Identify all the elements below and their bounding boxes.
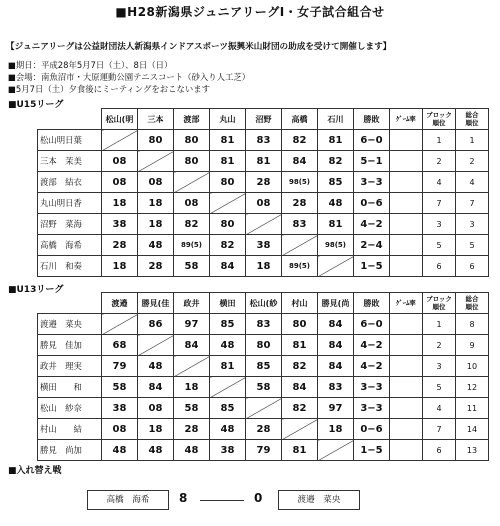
column-header: 丸山 xyxy=(210,109,246,130)
self-match-cell xyxy=(174,356,210,377)
score-cell: 84 xyxy=(318,335,354,356)
score-cell: 81 xyxy=(282,440,318,461)
score-cell: 18 xyxy=(138,419,174,440)
score-cell: 18 xyxy=(174,377,210,398)
table-row xyxy=(38,256,489,277)
score-cell: 82 xyxy=(210,235,246,256)
column-header: 高橋 xyxy=(282,109,318,130)
column-header: ｹﾞｰﾑ率 xyxy=(390,109,423,130)
table-row xyxy=(38,377,489,398)
swap-right-score: 0 xyxy=(254,491,263,505)
overall-rank-cell: 8 xyxy=(456,314,489,335)
info-venue: ■会場：南魚沼市・大原運動公園テニスコート（砂入り人工芝） xyxy=(8,72,251,82)
score-cell: 89(5) xyxy=(174,235,210,256)
score-cell: 80 xyxy=(246,335,282,356)
overall-rank-cell: 1 xyxy=(456,130,489,151)
record-cell: 4−2 xyxy=(354,356,390,377)
overall-rank-cell: 3 xyxy=(456,214,489,235)
score-cell: 84 xyxy=(318,314,354,335)
table-row xyxy=(38,214,489,235)
block-rank-cell: 4 xyxy=(423,172,456,193)
score-cell: 82 xyxy=(174,214,210,235)
score-cell: 82 xyxy=(282,398,318,419)
score-cell: 28 xyxy=(102,235,138,256)
score-cell: 84 xyxy=(174,335,210,356)
column-header: 横田 xyxy=(210,293,246,314)
column-header: 松山(紗 xyxy=(246,293,282,314)
score-cell: 18 xyxy=(138,214,174,235)
score-cell: 28 xyxy=(246,419,282,440)
block-rank-cell: 7 xyxy=(423,419,456,440)
score-cell: 48 xyxy=(210,335,246,356)
score-cell: 81 xyxy=(210,356,246,377)
score-cell: 98(5) xyxy=(318,235,354,256)
swap-right-player: 渡邉 菜央 xyxy=(278,490,360,510)
overall-rank-cell: 9 xyxy=(456,335,489,356)
swap-dash xyxy=(200,500,244,501)
score-cell: 81 xyxy=(210,130,246,151)
score-cell: 84 xyxy=(282,377,318,398)
game-rate-cell xyxy=(390,193,423,214)
header-row xyxy=(38,293,489,314)
table-row xyxy=(38,356,489,377)
u13-league-table xyxy=(37,292,489,461)
score-cell: 48 xyxy=(138,356,174,377)
score-cell: 81 xyxy=(246,151,282,172)
score-cell: 18 xyxy=(102,256,138,277)
player-name: 三本 茉美 xyxy=(38,151,102,172)
table-row xyxy=(38,193,489,214)
score-cell: 80 xyxy=(282,314,318,335)
column-header: 勝敗 xyxy=(354,293,390,314)
player-name: 沼野 菜海 xyxy=(38,214,102,235)
score-cell: 84 xyxy=(318,356,354,377)
overall-rank-cell: 13 xyxy=(456,440,489,461)
game-rate-cell xyxy=(390,151,423,172)
table-row xyxy=(38,419,489,440)
self-match-cell xyxy=(102,130,138,151)
score-cell: 80 xyxy=(210,172,246,193)
record-cell: 4−2 xyxy=(354,214,390,235)
column-header: ブロック 順位 xyxy=(423,109,456,130)
column-header: 勝見(佳 xyxy=(138,293,174,314)
record-cell: 3−3 xyxy=(354,398,390,419)
column-header: 渡邉 xyxy=(102,293,138,314)
record-cell: 1−5 xyxy=(354,256,390,277)
record-cell: 3−3 xyxy=(354,172,390,193)
score-cell: 48 xyxy=(138,235,174,256)
overall-rank-cell: 7 xyxy=(456,193,489,214)
column-header: 勝見(尚 xyxy=(318,293,354,314)
score-cell: 08 xyxy=(102,419,138,440)
record-cell: 5−1 xyxy=(354,151,390,172)
player-name: 石川 和奏 xyxy=(38,256,102,277)
column-header: ｹﾞｰﾑ率 xyxy=(390,293,423,314)
info-meeting: ■5月7日（土）夕食後にミーティングをおこないます xyxy=(8,84,210,94)
game-rate-cell xyxy=(390,130,423,151)
player-name: 勝見 尚加 xyxy=(38,440,102,461)
game-rate-cell xyxy=(390,440,423,461)
score-cell: 48 xyxy=(210,419,246,440)
score-cell: 83 xyxy=(246,314,282,335)
player-name: 勝見 佳加 xyxy=(38,335,102,356)
player-name: 村山 結 xyxy=(38,419,102,440)
game-rate-cell xyxy=(390,214,423,235)
overall-rank-cell: 5 xyxy=(456,235,489,256)
table-row xyxy=(38,151,489,172)
score-cell: 83 xyxy=(318,377,354,398)
table-row xyxy=(38,130,489,151)
table-row xyxy=(38,314,489,335)
score-cell: 85 xyxy=(318,172,354,193)
score-cell: 28 xyxy=(138,256,174,277)
score-cell: 97 xyxy=(318,398,354,419)
game-rate-cell xyxy=(390,235,423,256)
overall-rank-cell: 14 xyxy=(456,419,489,440)
column-header: 三本 xyxy=(138,109,174,130)
game-rate-cell xyxy=(390,356,423,377)
player-name: 松山明日葉 xyxy=(38,130,102,151)
record-cell: 0−6 xyxy=(354,419,390,440)
self-match-cell xyxy=(210,377,246,398)
player-name: 丸山明日香 xyxy=(38,193,102,214)
score-cell: 38 xyxy=(210,440,246,461)
score-cell: 82 xyxy=(282,356,318,377)
score-cell: 18 xyxy=(102,193,138,214)
score-cell: 80 xyxy=(174,130,210,151)
u13-league-label: ■U13リーグ xyxy=(8,285,64,295)
self-match-cell xyxy=(282,419,318,440)
game-rate-cell xyxy=(390,377,423,398)
table-row xyxy=(38,398,489,419)
score-cell: 08 xyxy=(138,398,174,419)
swap-left-score: 8 xyxy=(179,491,188,505)
score-cell: 83 xyxy=(246,130,282,151)
header-row xyxy=(38,109,489,130)
u15-league-table xyxy=(37,108,489,277)
score-cell: 81 xyxy=(282,335,318,356)
score-cell: 38 xyxy=(246,235,282,256)
score-cell: 80 xyxy=(138,130,174,151)
record-cell: 0−6 xyxy=(354,193,390,214)
column-header: 沼野 xyxy=(246,109,282,130)
overall-rank-cell: 2 xyxy=(456,151,489,172)
table-row xyxy=(38,335,489,356)
score-cell: 48 xyxy=(138,440,174,461)
score-cell: 84 xyxy=(282,151,318,172)
player-name: 政井 理実 xyxy=(38,356,102,377)
self-match-cell xyxy=(210,193,246,214)
self-match-cell xyxy=(102,314,138,335)
block-rank-cell: 2 xyxy=(423,335,456,356)
record-cell: 6−0 xyxy=(354,130,390,151)
overall-rank-cell: 6 xyxy=(456,256,489,277)
block-rank-cell: 6 xyxy=(423,256,456,277)
page-title: ■H28新潟県ジュニアリーグⅠ・女子試合組合せ xyxy=(115,5,385,19)
score-cell: 28 xyxy=(246,172,282,193)
score-cell: 81 xyxy=(318,130,354,151)
score-cell: 85 xyxy=(246,356,282,377)
block-rank-cell: 5 xyxy=(423,235,456,256)
score-cell: 97 xyxy=(174,314,210,335)
column-header: 村山 xyxy=(282,293,318,314)
info-date: ■期日：平成28年5月7日（土）、8日（日） xyxy=(8,60,173,70)
score-cell: 48 xyxy=(318,193,354,214)
block-rank-cell: 7 xyxy=(423,193,456,214)
score-cell: 48 xyxy=(174,440,210,461)
player-name: 高橋 海希 xyxy=(38,235,102,256)
column-header: ブロック 順位 xyxy=(423,293,456,314)
self-match-cell xyxy=(246,398,282,419)
game-rate-cell xyxy=(390,172,423,193)
corner-cell xyxy=(38,293,102,314)
column-header: 松山(明 xyxy=(102,109,138,130)
record-cell: 1−5 xyxy=(354,440,390,461)
score-cell: 86 xyxy=(138,314,174,335)
self-match-cell xyxy=(174,172,210,193)
block-rank-cell: 4 xyxy=(423,398,456,419)
score-cell: 28 xyxy=(282,193,318,214)
swap-left-player: 高橋 海希 xyxy=(87,490,169,510)
player-name: 横田 和 xyxy=(38,377,102,398)
score-cell: 85 xyxy=(210,314,246,335)
score-cell: 85 xyxy=(210,398,246,419)
self-match-cell xyxy=(138,335,174,356)
score-cell: 08 xyxy=(138,172,174,193)
player-name: 渡部 結衣 xyxy=(38,172,102,193)
u15-league-label: ■U15リーグ xyxy=(8,100,64,110)
table-row xyxy=(38,235,489,256)
column-header: 渡部 xyxy=(174,109,210,130)
score-cell: 58 xyxy=(102,377,138,398)
block-rank-cell: 1 xyxy=(423,130,456,151)
overall-rank-cell: 12 xyxy=(456,377,489,398)
self-match-cell xyxy=(246,214,282,235)
game-rate-cell xyxy=(390,314,423,335)
score-cell: 58 xyxy=(174,256,210,277)
overall-rank-cell: 10 xyxy=(456,356,489,377)
score-cell: 82 xyxy=(318,151,354,172)
self-match-cell xyxy=(282,235,318,256)
score-cell: 79 xyxy=(246,440,282,461)
block-rank-cell: 6 xyxy=(423,440,456,461)
score-cell: 58 xyxy=(174,398,210,419)
score-cell: 08 xyxy=(102,151,138,172)
score-cell: 38 xyxy=(102,214,138,235)
score-cell: 81 xyxy=(318,214,354,235)
score-cell: 48 xyxy=(102,440,138,461)
column-header: 政井 xyxy=(174,293,210,314)
block-rank-cell: 3 xyxy=(423,214,456,235)
table-row xyxy=(38,440,489,461)
score-cell: 18 xyxy=(246,256,282,277)
table-row xyxy=(38,172,489,193)
column-header: 勝敗 xyxy=(354,109,390,130)
score-cell: 83 xyxy=(282,214,318,235)
game-rate-cell xyxy=(390,398,423,419)
score-cell: 89(5) xyxy=(282,256,318,277)
score-cell: 84 xyxy=(138,377,174,398)
score-cell: 38 xyxy=(102,398,138,419)
player-name: 渡邉 菜央 xyxy=(38,314,102,335)
game-rate-cell xyxy=(390,419,423,440)
record-cell: 3−3 xyxy=(354,377,390,398)
column-header: 総合 順位 xyxy=(456,109,489,130)
column-header: 総合 順位 xyxy=(456,293,489,314)
block-rank-cell: 5 xyxy=(423,377,456,398)
score-cell: 80 xyxy=(210,214,246,235)
swap-match-label: ■入れ替え戦 xyxy=(8,466,62,476)
score-cell: 81 xyxy=(210,151,246,172)
game-rate-cell xyxy=(390,256,423,277)
score-cell: 68 xyxy=(102,335,138,356)
self-match-cell xyxy=(318,256,354,277)
score-cell: 79 xyxy=(102,356,138,377)
score-cell: 84 xyxy=(210,256,246,277)
score-cell: 58 xyxy=(246,377,282,398)
score-cell: 18 xyxy=(318,419,354,440)
self-match-cell xyxy=(318,440,354,461)
score-cell: 28 xyxy=(174,419,210,440)
score-cell: 18 xyxy=(138,193,174,214)
sponsor-note: 【ジュニアリーグは公益財団法人新潟県インドアスポーツ振興米山財団の助成を受けて開催します】 xyxy=(6,42,392,52)
self-match-cell xyxy=(138,151,174,172)
game-rate-cell xyxy=(390,335,423,356)
score-cell: 98(5) xyxy=(282,172,318,193)
score-cell: 08 xyxy=(246,193,282,214)
player-name: 松山 紗奈 xyxy=(38,398,102,419)
corner-cell xyxy=(38,109,102,130)
block-rank-cell: 2 xyxy=(423,151,456,172)
score-cell: 08 xyxy=(102,172,138,193)
record-cell: 4−2 xyxy=(354,335,390,356)
block-rank-cell: 1 xyxy=(423,314,456,335)
record-cell: 2−4 xyxy=(354,235,390,256)
score-cell: 82 xyxy=(282,130,318,151)
column-header: 石川 xyxy=(318,109,354,130)
overall-rank-cell: 11 xyxy=(456,398,489,419)
block-rank-cell: 3 xyxy=(423,356,456,377)
score-cell: 80 xyxy=(174,151,210,172)
overall-rank-cell: 4 xyxy=(456,172,489,193)
record-cell: 6−0 xyxy=(354,314,390,335)
score-cell: 08 xyxy=(174,193,210,214)
